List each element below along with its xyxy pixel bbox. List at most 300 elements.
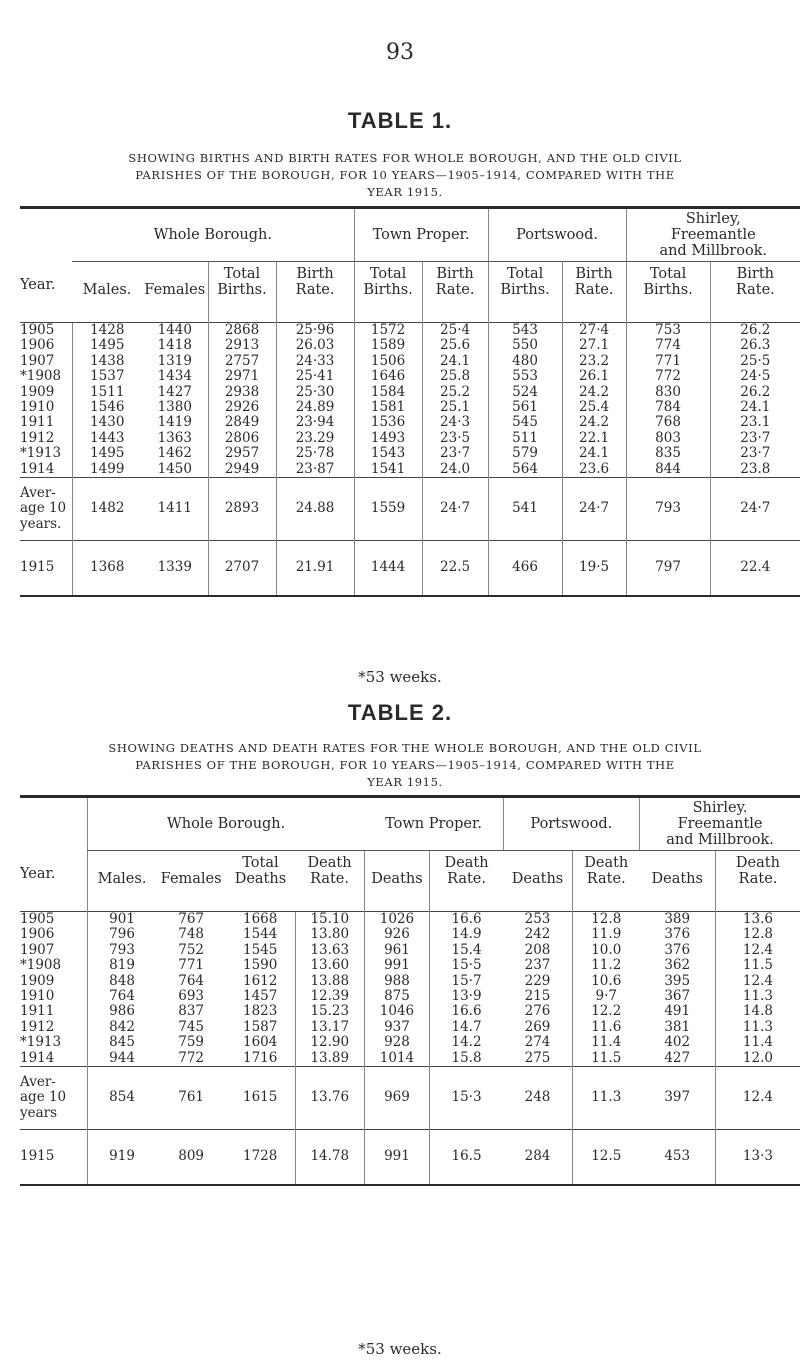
males-cell: 1482: [72, 478, 142, 541]
sh-rate-cell: 24·7: [710, 478, 800, 541]
tp-rate-cell: 25.1: [422, 400, 488, 415]
tp-deaths-cell: 937: [364, 1020, 429, 1035]
total-cell: 1823: [243, 1003, 278, 1020]
portswood-header: Portswood.: [488, 208, 626, 262]
females-cell: 1319: [157, 352, 192, 369]
rate-cell: 15.10: [295, 912, 364, 928]
birth-rate-header-line-2: Rate.: [295, 282, 335, 298]
males-cell: 1368: [72, 541, 142, 597]
pw-rate-cell: 11.2: [572, 958, 639, 973]
sh-deaths-cell: 491: [664, 1003, 691, 1020]
tp-births-cell: 1493: [354, 431, 422, 446]
table1-caption-line-2: PARISHES OF THE BOROUGH, FOR 10 YEARS—1905–1914, COMPARED WITH THE: [135, 168, 675, 182]
rate-cell: 25·30: [276, 385, 354, 400]
sh-deaths-cell: 453: [640, 1130, 716, 1186]
t2-shirley-header-line-2: Freemantle: [677, 816, 763, 832]
males-cell: 919: [87, 1130, 156, 1186]
table-row: [20, 927, 800, 942]
year-cell: [20, 369, 72, 384]
pw-rate-cell: 22.1: [562, 431, 626, 446]
t2-pw-death-rate-header-line-2: Rate.: [586, 871, 626, 887]
tp-rate-cell: 16.6: [429, 1004, 503, 1019]
year-label: 1907: [20, 352, 55, 369]
sh-rate-cell: 14.8: [715, 1004, 800, 1019]
pw-births-cell: 553: [488, 369, 562, 384]
pw-total-births-header: [488, 262, 562, 323]
tp-rate-cell: 24.0: [422, 462, 488, 478]
table-row: [20, 400, 800, 415]
table-row: [20, 354, 800, 369]
table-row: [20, 958, 800, 973]
sh-rate-cell: 11.3: [715, 1020, 800, 1035]
females-cell: 1427: [157, 383, 192, 400]
rate-cell: 23·87: [276, 462, 354, 478]
males-cell: 1546: [72, 400, 142, 415]
t2-tp-death-rate-header-line-2: Rate.: [447, 871, 486, 887]
t2-pw-deaths-header: Deaths: [511, 871, 564, 887]
tp-deaths-cell: 1014: [364, 1051, 429, 1067]
sh-births-cell: 774: [626, 338, 710, 353]
rate-cell: 13.76: [295, 1067, 364, 1130]
year-label: 1906: [20, 926, 55, 943]
females-cell: 772: [178, 1049, 205, 1066]
year-label: *1913: [20, 1034, 62, 1051]
pw-rate-cell: 11.5: [572, 1051, 639, 1067]
sh-births-cell: 753: [626, 323, 710, 339]
males-cell: 901: [87, 912, 156, 928]
year-label: 1911: [20, 414, 55, 431]
year-cell: [20, 462, 72, 478]
table-row: [20, 415, 800, 430]
tp-total-births-header: [354, 262, 422, 323]
total-cell: 1545: [243, 941, 278, 958]
pw-rate-cell: 10.0: [572, 943, 639, 958]
males-cell: 1495: [72, 446, 142, 461]
year-label: *1908: [20, 368, 62, 385]
sh-birth-rate-header-line-2: Rate.: [735, 282, 775, 298]
tp-rate-cell: 13·9: [429, 989, 503, 1004]
average-label-line-1: Aver-: [20, 1073, 56, 1090]
tp-rate-cell: 23·7: [422, 446, 488, 461]
table-row: [20, 446, 800, 461]
year-label: 1915: [20, 559, 55, 576]
tp-rate-cell: 22.5: [422, 541, 488, 597]
sh-rate-cell: 24.1: [710, 400, 800, 415]
tp-deaths-cell: 1026: [364, 912, 429, 928]
tp-births-cell: 1559: [354, 478, 422, 541]
pw-deaths-cell: 275: [524, 1049, 551, 1066]
males-cell: 944: [87, 1051, 156, 1067]
females-cell: 1440: [142, 323, 208, 339]
year-cell: [20, 385, 72, 400]
table-row: [20, 541, 800, 597]
pw-births-cell: 511: [488, 431, 562, 446]
average-label-line-2: age 10: [20, 1089, 67, 1106]
t2-total-deaths-header: [226, 851, 295, 912]
total-cell: 2806: [208, 431, 276, 446]
rate-cell: 25·41: [276, 369, 354, 384]
pw-total-births-header-line-2: Births.: [500, 282, 550, 298]
tp-rate-cell: 14.9: [429, 927, 503, 942]
t2-pw-death-rate-header: [572, 851, 639, 912]
tp-rate-cell: 25.8: [422, 369, 488, 384]
sh-births-cell: 797: [626, 541, 710, 597]
tp-births-cell: 1646: [354, 369, 422, 384]
pw-births-cell: 579: [488, 446, 562, 461]
table2-caption-line-3: YEAR 1915.: [367, 775, 443, 789]
rate-cell: 25·96: [276, 323, 354, 339]
males-cell: 1499: [72, 462, 142, 478]
total-births-header-line-1: Total: [223, 266, 261, 282]
t2-death-rate-header-line-1: Death: [307, 855, 352, 871]
sh-births-cell: 793: [626, 478, 710, 541]
t2-shirley-header-line-1: Shirley.: [692, 800, 748, 816]
sh-birth-rate-header: [710, 262, 800, 323]
average-label-line-3: years.: [20, 515, 62, 532]
rate-cell: 24.89: [276, 400, 354, 415]
table-row: [20, 462, 800, 478]
year-cell: [20, 400, 72, 415]
sh-total-births-header: [626, 262, 710, 323]
t2-pw-death-rate-header-line-1: Death: [584, 855, 629, 871]
tp-rate-cell: 14.2: [429, 1035, 503, 1050]
table-row: [20, 943, 800, 958]
total-cell: 1615: [226, 1067, 295, 1130]
sh-rate-cell: 24·5: [710, 369, 800, 384]
females-cell: 1450: [157, 460, 192, 477]
tp-births-cell: 1584: [354, 385, 422, 400]
year-cell: [20, 1067, 87, 1130]
year-cell: [20, 354, 72, 369]
table-row: [20, 974, 800, 989]
females-cell: 1462: [157, 445, 192, 462]
total-cell: 1612: [243, 972, 278, 989]
table-row: [20, 1004, 800, 1019]
pw-births-cell: 561: [488, 400, 562, 415]
rate-cell: 24·33: [276, 354, 354, 369]
t2-shirley-header: [640, 797, 800, 851]
pw-rate-cell: 24.1: [562, 446, 626, 461]
tp-deaths-cell: 988: [364, 974, 429, 989]
t2-portswood-header: Portswood.: [503, 797, 639, 851]
tp-deaths-cell: 969: [364, 1067, 429, 1130]
sh-rate-cell: 23.8: [710, 462, 800, 478]
total-cell: 2957: [208, 446, 276, 461]
pw-rate-cell: 11.6: [572, 1020, 639, 1035]
females-cell: 1411: [142, 478, 208, 541]
females-cell: 761: [156, 1067, 225, 1130]
table2-caption-line-2: PARISHES OF THE BOROUGH, FOR 10 YEARS—1905–1914, COMPARED WITH THE: [135, 758, 675, 772]
year-cell: [20, 1035, 87, 1050]
table-row: [20, 989, 800, 1004]
sh-rate-cell: 12.4: [715, 1067, 800, 1130]
year-label: *1913: [20, 445, 62, 462]
tp-deaths-cell: 991: [364, 958, 429, 973]
t2-death-rate-header-line-2: Rate.: [310, 871, 349, 887]
tp-deaths-cell: 961: [364, 943, 429, 958]
t2-females-header: Females: [160, 871, 222, 887]
pw-births-cell: 480: [488, 354, 562, 369]
males-cell: 842: [87, 1020, 156, 1035]
births-table: [20, 206, 800, 597]
rate-cell: 13.88: [295, 974, 364, 989]
t2-tp-death-rate-header: [429, 851, 503, 912]
year-label: 1910: [20, 399, 55, 416]
pw-birth-rate-header-line-1: Birth: [575, 266, 613, 282]
year-cell: [20, 912, 87, 928]
females-cell: 1418: [157, 337, 192, 354]
tp-births-cell: 1506: [354, 354, 422, 369]
sh-births-cell: 771: [626, 354, 710, 369]
sh-rate-cell: 13·3: [715, 1130, 800, 1186]
pw-births-cell: 543: [488, 323, 562, 339]
rate-cell: 13.80: [295, 927, 364, 942]
table2-title: TABLE 2.: [347, 700, 453, 725]
tp-rate-cell: 15·3: [429, 1067, 503, 1130]
total-cell: 2893: [208, 478, 276, 541]
tp-births-cell: 1543: [354, 446, 422, 461]
rate-cell: 23.29: [276, 431, 354, 446]
tp-total-births-header-line-2: Births.: [363, 282, 413, 298]
year-label: 1909: [20, 383, 55, 400]
birth-rate-header: [276, 262, 354, 323]
tp-deaths-cell: 926: [364, 927, 429, 942]
sh-rate-cell: 12.4: [715, 943, 800, 958]
tp-births-cell: 1589: [354, 338, 422, 353]
t2-death-rate-header: [295, 851, 364, 912]
sh-births-cell: 784: [626, 400, 710, 415]
tp-birth-rate-header-line-2: Rate.: [435, 282, 475, 298]
year-cell: [20, 958, 87, 973]
table-row: [20, 1035, 800, 1050]
pw-births-cell: 541: [488, 478, 562, 541]
year-label: 1909: [20, 972, 55, 989]
average-label-line-3: years: [20, 1104, 58, 1121]
females-cell: 1419: [157, 414, 192, 431]
table-row: [20, 1130, 800, 1186]
rate-cell: 13.60: [295, 958, 364, 973]
females-cell: 752: [178, 941, 205, 958]
tp-rate-cell: 25.6: [422, 338, 488, 353]
sh-rate-cell: 23.1: [710, 415, 800, 430]
pw-births-cell: 524: [488, 385, 562, 400]
year-header: Year.: [20, 208, 72, 323]
rate-cell: 26.03: [276, 338, 354, 353]
t2-sh-death-rate-header: [715, 851, 800, 912]
total-cell: 2868: [208, 323, 276, 339]
sh-rate-cell: 11.4: [715, 1035, 800, 1050]
year-cell: [20, 1020, 87, 1035]
pw-rate-cell: 9·7: [572, 989, 639, 1004]
total-cell: 1716: [243, 1049, 278, 1066]
sh-total-births-header-line-2: Births.: [643, 282, 693, 298]
year-label: 1915: [20, 1148, 55, 1165]
total-cell: 2938: [208, 385, 276, 400]
total-cell: 2707: [208, 541, 276, 597]
females-cell: 693: [178, 988, 205, 1005]
year-label: *1908: [20, 957, 62, 974]
year-label: 1910: [20, 988, 55, 1005]
total-cell: 2949: [208, 462, 276, 478]
tp-deaths-cell: 1046: [364, 1004, 429, 1019]
year-cell: [20, 323, 72, 339]
total-cell: 2971: [208, 369, 276, 384]
males-cell: 854: [87, 1067, 156, 1130]
males-cell: 848: [87, 974, 156, 989]
year-label: 1906: [20, 337, 55, 354]
females-cell: 837: [178, 1003, 205, 1020]
rate-cell: 23·94: [276, 415, 354, 430]
pw-deaths-cell: 269: [524, 1018, 551, 1035]
pw-deaths-cell: 253: [503, 912, 572, 928]
tp-rate-cell: 15.4: [429, 943, 503, 958]
females-cell: 1339: [142, 541, 208, 597]
year-cell: [20, 541, 72, 597]
sh-rate-cell: 22.4: [710, 541, 800, 597]
sh-rate-cell: 26.2: [710, 385, 800, 400]
rate-cell: 21.91: [276, 541, 354, 597]
males-header: Males.: [82, 282, 132, 298]
year-cell: [20, 415, 72, 430]
males-cell: 764: [87, 989, 156, 1004]
sh-birth-rate-header-line-1: Birth: [736, 266, 774, 282]
pw-births-cell: 545: [488, 415, 562, 430]
females-cell: 1380: [157, 399, 192, 416]
total-births-header-line-2: Births.: [217, 282, 267, 298]
tp-rate-cell: 24·7: [422, 478, 488, 541]
pw-deaths-cell: 276: [524, 1003, 551, 1020]
total-cell: 1728: [226, 1130, 295, 1186]
pw-rate-cell: 23.6: [562, 462, 626, 478]
t2-tp-deaths-header: Deaths: [364, 851, 429, 912]
tp-rate-cell: 14.7: [429, 1020, 503, 1035]
tp-births-cell: 1581: [354, 400, 422, 415]
males-cell: 796: [87, 927, 156, 942]
females-cell: 748: [178, 926, 205, 943]
year-cell: [20, 943, 87, 958]
pw-deaths-cell: 229: [524, 972, 551, 989]
tp-birth-rate-header: [422, 262, 488, 323]
rate-cell: 13.63: [295, 943, 364, 958]
tp-rate-cell: 25·4: [422, 323, 488, 339]
t2-total-deaths-header-line-2: Deaths: [234, 871, 287, 887]
males-cell: 1511: [72, 385, 142, 400]
rate-cell: 13.17: [295, 1020, 364, 1035]
tp-rate-cell: 25.2: [422, 385, 488, 400]
t2-whole-borough-header: Whole Borough.: [87, 797, 364, 851]
sh-deaths-cell: 389: [640, 912, 716, 928]
males-cell: 1537: [72, 369, 142, 384]
year-cell: [20, 927, 87, 942]
year-cell: [20, 478, 72, 541]
table-row: [20, 1051, 800, 1067]
year-cell: [20, 446, 72, 461]
total-cell: 1587: [243, 1018, 278, 1035]
pw-births-cell: 550: [488, 338, 562, 353]
tp-rate-cell: 24.1: [422, 354, 488, 369]
females-cell: 1434: [157, 368, 192, 385]
pw-deaths-cell: 248: [503, 1067, 572, 1130]
year-cell: [20, 1004, 87, 1019]
sh-births-cell: 830: [626, 385, 710, 400]
year-cell: [20, 1051, 87, 1067]
year-cell: [20, 431, 72, 446]
shirley-header: [626, 208, 800, 262]
total-cell: 2926: [208, 400, 276, 415]
average-label-line-2: age 10: [20, 500, 67, 517]
year-label: 1905: [20, 322, 55, 338]
tp-births-cell: 1536: [354, 415, 422, 430]
pw-rate-cell: 24.2: [562, 415, 626, 430]
shirley-header-line-1: Shirley,: [685, 211, 741, 227]
sh-rate-cell: 25·5: [710, 354, 800, 369]
birth-rate-header-line-1: Birth: [296, 266, 334, 282]
year-label: 1911: [20, 1003, 55, 1020]
table-row: [20, 478, 800, 541]
sh-births-cell: 768: [626, 415, 710, 430]
table1-caption-line-1: SHOWING BIRTHS AND BIRTH RATES FOR WHOLE BOROUGH, AND THE OLD CIVIL: [128, 151, 682, 165]
tp-birth-rate-header-line-1: Birth: [436, 266, 474, 282]
pw-rate-cell: 24·7: [562, 478, 626, 541]
shirley-header-line-2: Freemantle: [670, 227, 756, 243]
table2-footnote: *53 weeks.: [358, 1340, 442, 1358]
rate-cell: 15.23: [295, 1004, 364, 1019]
table-row: [20, 1020, 800, 1035]
year-label: 1912: [20, 429, 55, 446]
females-cell: 771: [178, 957, 205, 974]
pw-birth-rate-header-line-2: Rate.: [574, 282, 614, 298]
sh-rate-cell: 12.0: [715, 1051, 800, 1067]
pw-deaths-cell: 242: [524, 926, 551, 943]
year-cell: [20, 338, 72, 353]
year-label: 1912: [20, 1018, 55, 1035]
sh-deaths-cell: 381: [664, 1018, 691, 1035]
rate-cell: 24.88: [276, 478, 354, 541]
whole-borough-header: Whole Borough.: [72, 208, 354, 262]
pw-rate-cell: 24.2: [562, 385, 626, 400]
pw-rate-cell: 27·4: [562, 323, 626, 339]
pw-births-cell: 564: [488, 462, 562, 478]
pw-rate-cell: 26.1: [562, 369, 626, 384]
tp-rate-cell: 15.8: [429, 1051, 503, 1067]
females-cell: 767: [156, 912, 225, 928]
pw-deaths-cell: 237: [524, 957, 551, 974]
males-cell: 1428: [72, 323, 142, 339]
year-label: 1907: [20, 941, 55, 958]
tp-total-births-header-line-1: Total: [369, 266, 407, 282]
t2-males-header: Males.: [87, 851, 156, 912]
pw-rate-cell: 10.6: [572, 974, 639, 989]
females-cell: 759: [178, 1034, 205, 1051]
sh-rate-cell: 12.8: [715, 927, 800, 942]
rate-cell: 12.90: [295, 1035, 364, 1050]
tp-rate-cell: 15·5: [429, 958, 503, 973]
t2-year-header: Year.: [20, 797, 87, 912]
table1-title: TABLE 1.: [347, 108, 453, 133]
t2-town-proper-header: Town Proper.: [364, 797, 503, 851]
t2-total-deaths-header-line-1: Total: [242, 855, 279, 871]
table-row: [20, 338, 800, 353]
tp-births-cell: 1444: [354, 541, 422, 597]
tp-deaths-cell: 875: [364, 989, 429, 1004]
year-cell: [20, 989, 87, 1004]
sh-deaths-cell: 402: [664, 1034, 691, 1051]
pw-rate-cell: 12.5: [572, 1130, 639, 1186]
males-cell: 1438: [72, 354, 142, 369]
males-cell: 1495: [72, 338, 142, 353]
males-cell: 1430: [72, 415, 142, 430]
sh-deaths-cell: 395: [664, 972, 691, 989]
